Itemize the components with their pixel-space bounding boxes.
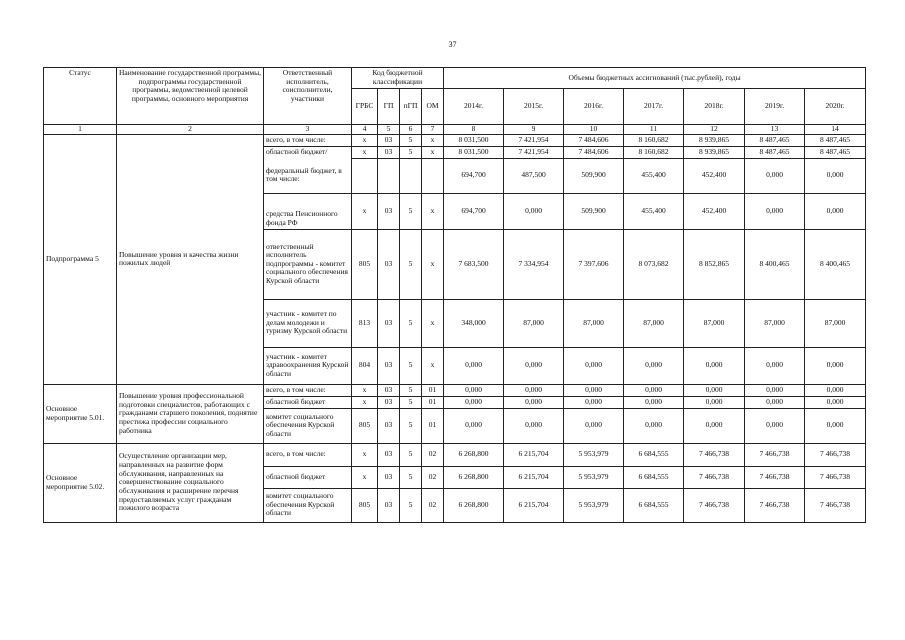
row-value-2016: 0,000 [564,384,624,396]
column-number: 14 [805,125,866,135]
column-number: 5 [378,125,400,135]
row-grbs: х [352,146,378,158]
row-value-2017: 0,000 [624,396,684,408]
row-value-2014: 6 268,800 [444,466,504,488]
row-value-2014: 0,000 [444,408,504,443]
row-value-2014: 0,000 [444,396,504,408]
row-grbs: х [352,135,378,147]
row-gp: 03 [378,193,400,229]
row-value-2019: 7 466,738 [745,488,805,522]
header-code-pgp: пГП [400,89,422,125]
header-code-om: ОМ [422,89,444,125]
row-value-2016: 509,900 [564,158,624,193]
row-value-2015: 0,000 [504,193,564,229]
row-value-2017: 6 684,555 [624,443,684,466]
row-grbs: 813 [352,299,378,347]
row-value-2015: 7 421,954 [504,146,564,158]
row-value-2014: 0,000 [444,384,504,396]
row-value-2018: 87,000 [684,299,745,347]
row-om [422,158,444,193]
row-value-2019: 87,000 [745,299,805,347]
row-gp: 03 [378,299,400,347]
column-number: 4 [352,125,378,135]
row-value-2015: 0,000 [504,408,564,443]
row-value-2015: 487,500 [504,158,564,193]
table-row [44,443,866,466]
row-value-2017: 8 073,682 [624,229,684,299]
row-om: х [422,299,444,347]
row-pgp: 5 [400,299,422,347]
row-value-2017: 455,400 [624,158,684,193]
header-code-grbs: ГРБС [352,89,378,125]
row-value-2015: 0,000 [504,347,564,384]
row-value-2020: 8 487,465 [805,135,866,147]
row-gp: 03 [378,488,400,522]
row-grbs [352,158,378,193]
row-value-2018: 8 939,865 [684,135,745,147]
header-status: Статус [44,68,117,125]
row-value-2015: 0,000 [504,396,564,408]
row-value-2020: 7 466,738 [805,488,866,522]
row-responsible: комитет социального обеспечения Курской области [264,488,352,522]
row-value-2018: 7 466,738 [684,488,745,522]
row-value-2015: 87,000 [504,299,564,347]
section-name: Повышение уровня профессиональной подготовки специалистов, работающих с гражданами старшего поколения, поднятие престижа профессии социального работника [117,384,264,443]
row-value-2017: 0,000 [624,384,684,396]
row-value-2017: 8 160,682 [624,146,684,158]
row-pgp: 5 [400,347,422,384]
row-value-2016: 7 484,606 [564,135,624,147]
row-gp: 03 [378,347,400,384]
row-pgp: 5 [400,408,422,443]
row-value-2014: 6 268,800 [444,443,504,466]
row-om: 01 [422,408,444,443]
row-value-2019: 8 487,465 [745,146,805,158]
row-value-2019: 0,000 [745,384,805,396]
row-gp: 03 [378,384,400,396]
row-value-2016: 87,000 [564,299,624,347]
row-value-2016: 0,000 [564,396,624,408]
row-value-2014: 694,700 [444,193,504,229]
header-year-2014: 2014г. [444,89,504,125]
header-code-gp: ГП [378,89,400,125]
row-value-2015: 7 334,954 [504,229,564,299]
row-value-2020: 7 466,738 [805,466,866,488]
row-value-2020: 0,000 [805,384,866,396]
row-value-2017: 0,000 [624,347,684,384]
column-number: 6 [400,125,422,135]
row-grbs: 805 [352,229,378,299]
row-responsible: комитет социального обеспечения Курской области [264,408,352,443]
row-value-2017: 8 160,682 [624,135,684,147]
header-year-2019: 2019г. [745,89,805,125]
row-value-2019: 7 466,738 [745,466,805,488]
row-value-2016: 5 953,979 [564,488,624,522]
row-om: х [422,193,444,229]
header-budget-group: Объемы бюджетных ассигнований (тыс.рублей), годы [444,68,866,89]
row-grbs: х [352,443,378,466]
row-responsible: средства Пенсионного фонда РФ [264,193,352,229]
row-pgp [400,158,422,193]
row-grbs: 804 [352,347,378,384]
row-value-2020: 8 400,465 [805,229,866,299]
row-value-2014: 8 031,500 [444,135,504,147]
row-gp: 03 [378,229,400,299]
row-value-2018: 7 466,738 [684,443,745,466]
row-value-2019: 0,000 [745,193,805,229]
row-value-2015: 6 215,704 [504,466,564,488]
row-grbs: 805 [352,408,378,443]
row-gp: 03 [378,443,400,466]
row-value-2015: 6 215,704 [504,488,564,522]
row-value-2018: 8 939,865 [684,146,745,158]
row-responsible: областной бюджет [264,396,352,408]
row-value-2016: 7 397,606 [564,229,624,299]
row-value-2018: 0,000 [684,408,745,443]
row-value-2020: 0,000 [805,158,866,193]
row-value-2020: 87,000 [805,299,866,347]
row-pgp: 5 [400,193,422,229]
header-year-2020: 2020г. [805,89,866,125]
row-value-2018: 0,000 [684,347,745,384]
column-number: 2 [117,125,264,135]
row-value-2019: 8 487,465 [745,135,805,147]
row-value-2018: 7 466,738 [684,466,745,488]
row-value-2020: 7 466,738 [805,443,866,466]
header-year-2018: 2018г. [684,89,745,125]
row-value-2015: 7 421,954 [504,135,564,147]
column-number: 8 [444,125,504,135]
header-name: Наименование государственной программы, подпрограммы государственной программы, ведомственной целевой программы, основного мероприятия [117,68,264,125]
column-number: 3 [264,125,352,135]
header-year-2017: 2017г. [624,89,684,125]
header-year-2015: 2015г. [504,89,564,125]
row-value-2018: 452,400 [684,193,745,229]
row-value-2014: 6 268,800 [444,488,504,522]
row-pgp: 5 [400,146,422,158]
column-number: 13 [745,125,805,135]
row-gp [378,158,400,193]
row-grbs: х [352,466,378,488]
row-gp: 03 [378,135,400,147]
section-status: Подпрограмма 5 [44,135,117,385]
row-responsible: ответственный исполнитель подпрограммы - комитет социального обеспечения Курской области [264,229,352,299]
row-value-2019: 8 400,465 [745,229,805,299]
section-name: Осуществление организации мер, направленных на развитие форм обслуживания, направленных на совершенствование социального обслуживания и расширение перечня предоставляемых услуг гражданам пожилого возраста [117,443,264,522]
row-grbs: х [352,384,378,396]
column-number: 1 [44,125,117,135]
row-value-2018: 8 852,865 [684,229,745,299]
row-om: 02 [422,488,444,522]
row-grbs: 805 [352,488,378,522]
row-grbs: х [352,396,378,408]
row-value-2018: 0,000 [684,384,745,396]
row-value-2020: 0,000 [805,396,866,408]
row-responsible: областной бюджет [264,466,352,488]
row-om: 02 [422,443,444,466]
row-pgp: 5 [400,466,422,488]
row-value-2014: 348,000 [444,299,504,347]
row-grbs: х [352,193,378,229]
row-pgp: 5 [400,229,422,299]
row-value-2017: 6 684,555 [624,466,684,488]
row-value-2016: 7 484,606 [564,146,624,158]
header-responsible: Ответственный исполнитель, соисполнители, участники [264,68,352,125]
row-value-2019: 0,000 [745,347,805,384]
row-responsible: всего, в том числе: [264,384,352,396]
column-number: 9 [504,125,564,135]
row-pgp: 5 [400,384,422,396]
row-value-2019: 0,000 [745,158,805,193]
row-responsible: всего, в том числе: [264,443,352,466]
section-name: Повышение уровня и качества жизни пожилых людей [117,135,264,385]
row-pgp: 5 [400,443,422,466]
column-number: 11 [624,125,684,135]
row-value-2016: 5 953,979 [564,443,624,466]
table-row [44,135,866,147]
row-value-2017: 0,000 [624,408,684,443]
row-pgp: 5 [400,135,422,147]
row-value-2016: 509,900 [564,193,624,229]
row-value-2014: 8 031,500 [444,146,504,158]
page-number: 37 [448,40,457,49]
row-value-2020: 0,000 [805,408,866,443]
row-pgp: 5 [400,488,422,522]
row-om: х [422,135,444,147]
row-responsible: областной бюджет/ [264,146,352,158]
column-number: 10 [564,125,624,135]
row-value-2019: 0,000 [745,396,805,408]
row-value-2018: 452,400 [684,158,745,193]
row-value-2017: 87,000 [624,299,684,347]
row-value-2015: 6 215,704 [504,443,564,466]
row-om: 02 [422,466,444,488]
row-value-2015: 0,000 [504,384,564,396]
row-value-2020: 8 487,465 [805,146,866,158]
column-number-row [44,125,866,135]
row-value-2014: 0,000 [444,347,504,384]
row-responsible: федеральный бюджет, в том числе: [264,158,352,193]
row-value-2014: 7 683,500 [444,229,504,299]
row-value-2016: 0,000 [564,347,624,384]
row-value-2019: 7 466,738 [745,443,805,466]
row-om: х [422,347,444,384]
row-responsible: участник - комитет по делам молодежи и туризму Курской области [264,299,352,347]
row-gp: 03 [378,146,400,158]
row-gp: 03 [378,408,400,443]
column-number: 12 [684,125,745,135]
column-number: 7 [422,125,444,135]
row-value-2017: 455,400 [624,193,684,229]
row-value-2018: 0,000 [684,396,745,408]
row-value-2014: 694,700 [444,158,504,193]
budget-table [43,67,866,523]
row-gp: 03 [378,466,400,488]
row-value-2016: 5 953,979 [564,466,624,488]
row-pgp: 5 [400,396,422,408]
section-status: Основное мероприятие 5.02. [44,443,117,522]
row-value-2017: 6 684,555 [624,488,684,522]
header-code-group: Код бюджетной классификации [352,68,444,89]
row-om: 01 [422,384,444,396]
header-year-2016: 2016г. [564,89,624,125]
row-gp: 03 [378,396,400,408]
row-responsible: всего, в том числе: [264,135,352,147]
row-value-2020: 0,000 [805,347,866,384]
table-row [44,384,866,396]
row-om: х [422,229,444,299]
section-status: Основное мероприятие 5.01. [44,384,117,443]
row-value-2016: 0,000 [564,408,624,443]
row-value-2019: 0,000 [745,408,805,443]
row-om: 01 [422,396,444,408]
header-row-1 [44,68,866,89]
row-value-2020: 0,000 [805,193,866,229]
row-om: х [422,146,444,158]
row-responsible: участник - комитет здравоохранения Курской области [264,347,352,384]
